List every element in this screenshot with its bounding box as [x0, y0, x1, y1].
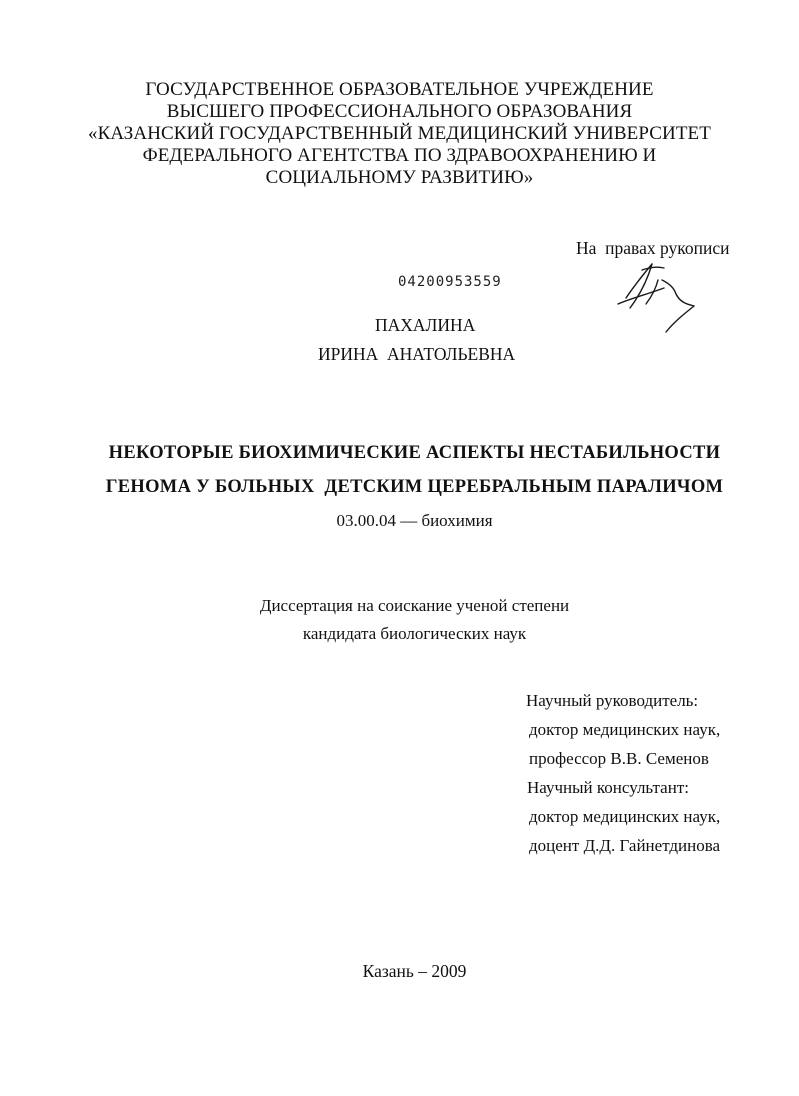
institution-line-1: ГОСУДАРСТВЕННОЕ ОБРАЗОВАТЕЛЬНОЕ УЧРЕЖДЕНИЕ	[145, 79, 654, 100]
consultant-degree: доктор медицинских наук,	[529, 807, 721, 826]
supervisor-name: профессор В.В. Семенов	[529, 749, 709, 768]
consultant-name: доцент Д.Д. Гайнетдинова	[529, 836, 721, 855]
degree-statement	[30, 592, 799, 648]
institution-line-3: «КАЗАНСКИЙ ГОСУДАРСТВЕННЫЙ МЕДИЦИНСКИЙ УНИВЕРСИТЕТ	[88, 123, 711, 144]
manuscript-note: На правах рукописи	[576, 238, 730, 258]
supervisor-label: Научный руководитель:	[526, 691, 699, 710]
institution-line-4: ФЕДЕРАЛЬНОГО АГЕНТСТВА ПО ЗДРАВООХРАНЕНИЮ И	[142, 145, 657, 166]
author-surname: ПАХАЛИНА	[375, 315, 476, 335]
thesis-title-line-1: НЕКОТОРЫЕ БИОХИМИЧЕСКИЕ АСПЕКТЫ НЕСТАБИЛЬНОСТИ	[108, 443, 721, 463]
consultant-label: Научный консультант:	[527, 778, 689, 797]
institution-line-2: ВЫСШЕГО ПРОФЕССИОНАЛЬНОГО ОБРАЗОВАНИЯ	[166, 101, 633, 122]
place-year: Казань – 2009	[362, 961, 467, 981]
thesis-title-line-2: ГЕНОМА У БОЛЬНЫХ ДЕТСКИМ ЦЕРЕБРАЛЬНЫМ ПАРАЛИЧОМ	[105, 477, 724, 497]
supervisor-degree: доктор медицинских наук,	[529, 720, 721, 739]
advisors-block	[526, 686, 720, 860]
institution-header	[0, 79, 799, 189]
signature-icon	[612, 258, 702, 338]
author-given-names: ИРИНА АНАТОЛЬЕВНА	[318, 344, 516, 364]
institution-line-5: СОЦИАЛЬНОМУ РАЗВИТИЮ»	[265, 167, 534, 188]
degree-line-1: Диссертация на соискание ученой степени	[259, 596, 570, 615]
degree-line-2: кандидата биологических наук	[302, 624, 527, 643]
thesis-title	[30, 438, 799, 502]
stamp-number: 04200953559	[398, 274, 502, 290]
specialty: 03.00.04 — биохимия	[336, 511, 493, 530]
